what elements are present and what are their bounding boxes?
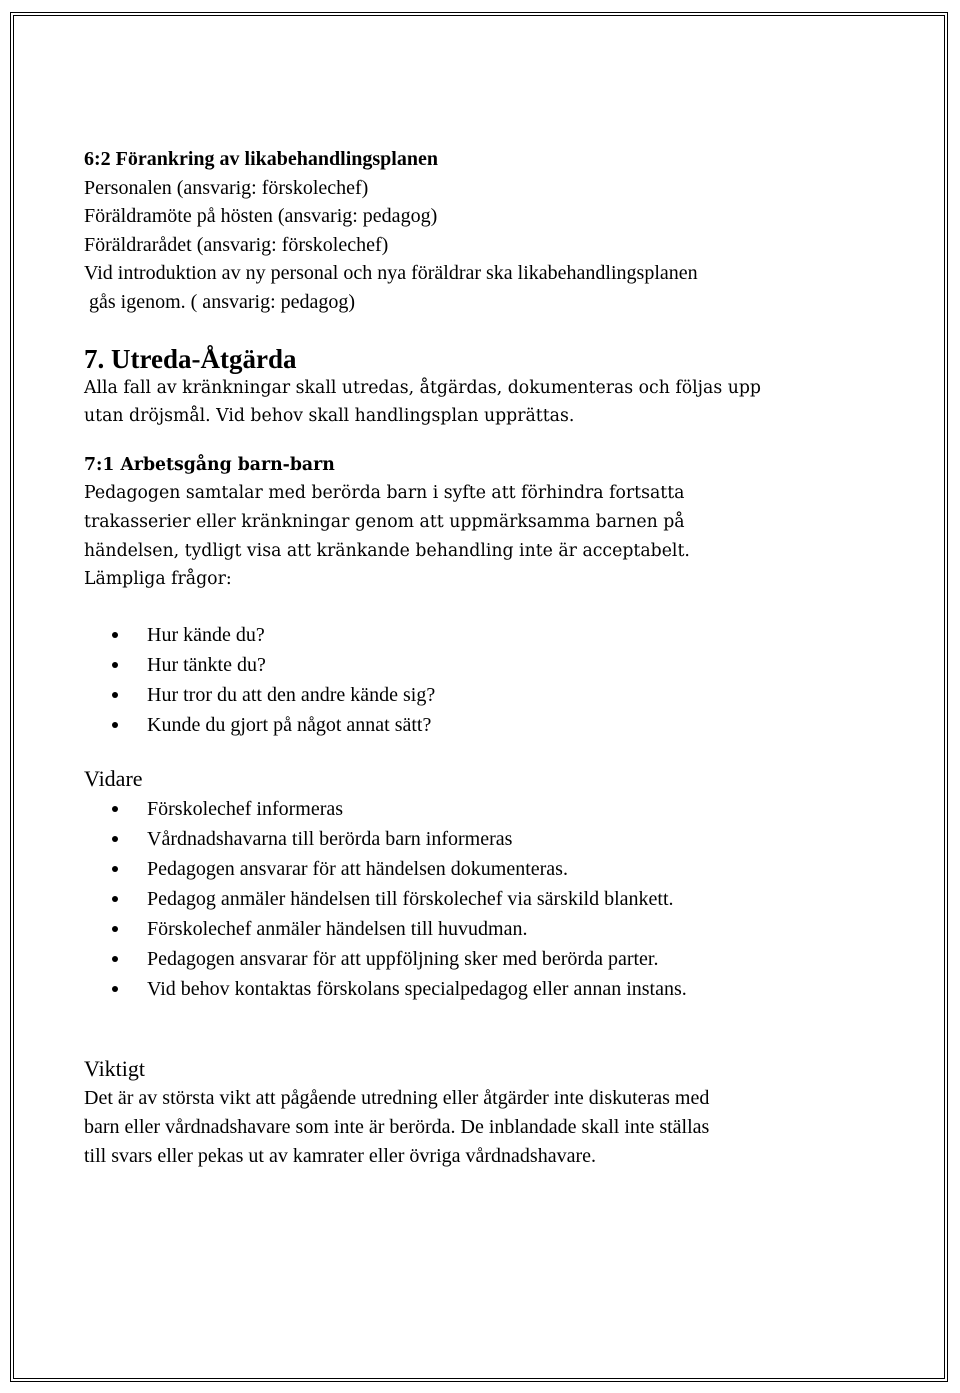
bullet-icon bbox=[112, 806, 118, 812]
text-line: Föräldrarådet (ansvarig: förskolechef) bbox=[84, 233, 389, 256]
list-item: Pedagog anmäler händelsen till förskolechef via särskild blankett. bbox=[84, 884, 864, 914]
bullet-icon bbox=[112, 926, 118, 932]
list-item: Förskolechef anmäler händelsen till huvudman. bbox=[84, 914, 864, 944]
section-7 bbox=[84, 343, 864, 431]
bullet-icon bbox=[112, 836, 118, 842]
section-heading: 7:1 Arbetsgång barn-barn bbox=[84, 454, 335, 475]
bullet-icon bbox=[112, 662, 118, 668]
text-line: Vid introduktion av ny personal och nya föräldrar ska likabehandlingsplanen bbox=[84, 262, 698, 285]
document-body bbox=[84, 145, 864, 1171]
bullet-icon bbox=[112, 866, 118, 872]
list-item: Pedagogen ansvarar för att händelsen dokumenteras. bbox=[84, 854, 864, 884]
bullet-icon bbox=[112, 896, 118, 902]
list-item: Hur tänkte du? bbox=[84, 650, 864, 680]
bullet-icon bbox=[112, 632, 118, 638]
questions-list bbox=[84, 620, 864, 740]
list-item: Hur kände du? bbox=[84, 620, 864, 650]
list-item: Förskolechef informeras bbox=[84, 794, 864, 824]
list-item: Kunde du gjort på något annat sätt? bbox=[84, 710, 864, 740]
section-heading: Vidare bbox=[84, 765, 143, 791]
text-line: till svars eller pekas ut av kamrater eller övriga vårdnadshavare. bbox=[84, 1144, 597, 1167]
list-item: Pedagogen ansvarar för att uppföljning sker med berörda parter. bbox=[84, 944, 864, 974]
bullet-icon bbox=[112, 722, 118, 728]
text-line: Alla fall av kränkningar skall utredas, åtgärdas, dokumenteras och följas upp bbox=[84, 377, 761, 398]
section-viktigt bbox=[84, 1054, 864, 1171]
text-line: utan dröjsmål. Vid behov skall handlingsplan upprättas. bbox=[84, 406, 575, 427]
bullet-icon bbox=[112, 692, 118, 698]
bullet-icon bbox=[112, 956, 118, 962]
section-heading: Viktigt bbox=[84, 1055, 146, 1081]
section-6-2 bbox=[84, 145, 864, 317]
section-vidare bbox=[84, 764, 864, 1004]
text-line: Föräldramöte på hösten (ansvarig: pedagog) bbox=[84, 205, 438, 228]
text-line: Lämpliga frågor: bbox=[84, 569, 232, 590]
list-item: Hur tror du att den andre kände sig? bbox=[84, 680, 864, 710]
text-line: Det är av största vikt att pågående utredning eller åtgärder inte diskuteras med bbox=[84, 1086, 710, 1109]
list-item: Vid behov kontaktas förskolans specialpedagog eller annan instans. bbox=[84, 974, 864, 1004]
text-line: trakasserier eller kränkningar genom att uppmärksamma barnen på bbox=[84, 511, 685, 532]
text-line: barn eller vårdnadshavare som inte är berörda. De inblandade skall inte ställas bbox=[84, 1115, 710, 1138]
section-heading: 7. Utreda-Åtgärda bbox=[84, 343, 297, 374]
section-7-1 bbox=[84, 451, 864, 740]
text-line: Pedagogen samtalar med berörda barn i syfte att förhindra fortsatta bbox=[84, 483, 685, 504]
list-item: Vårdnadshavarna till berörda barn informeras bbox=[84, 824, 864, 854]
text-line: Personalen (ansvarig: förskolechef) bbox=[84, 176, 369, 199]
text-line: händelsen, tydligt visa att kränkande behandling inte är acceptabelt. bbox=[84, 540, 690, 561]
bullet-icon bbox=[112, 986, 118, 992]
vidare-list bbox=[84, 794, 864, 1004]
text-line: gås igenom. ( ansvarig: pedagog) bbox=[89, 290, 356, 313]
section-heading: 6:2 Förankring av likabehandlingsplanen bbox=[84, 148, 438, 170]
